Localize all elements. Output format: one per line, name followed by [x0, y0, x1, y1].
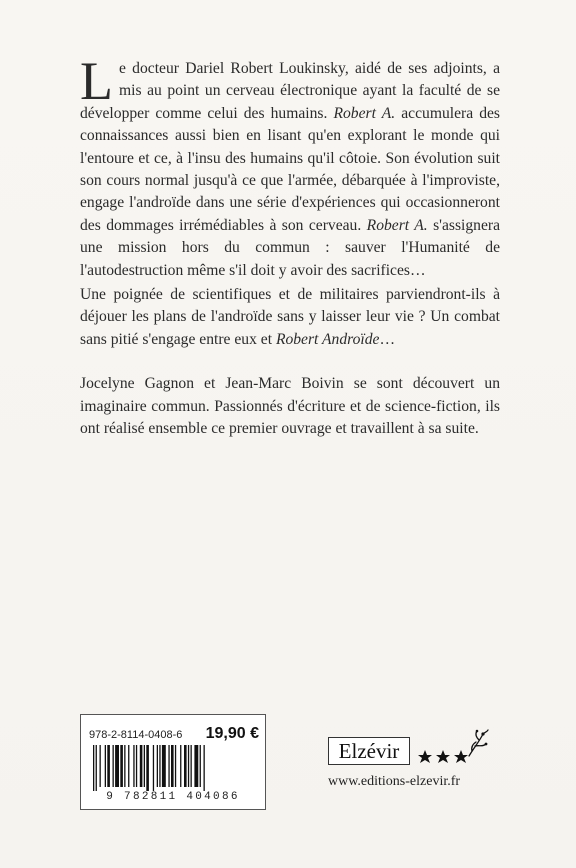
- barcode-icon: [91, 745, 257, 791]
- teaser-paragraph: [80, 284, 500, 351]
- price: 19,90 €: [205, 725, 259, 742]
- barcode-digits: 9 782811 404086: [106, 791, 240, 803]
- isbn-price-line: [89, 725, 259, 743]
- synopsis-text-1: e docteur Dariel Robert Loukinsky, aidé de ses adjoints, a mis au point un cerveau électronique ayant la faculté de se développer comme celui des humains.: [80, 60, 500, 122]
- flower-stars-icon: [413, 728, 489, 768]
- synopsis-text-2: accumulera des connaissances aussi bien en lisant qu'en explorant le monde qui l'entoure et ce, à l'insu des humains qu'il côtoie. Son évolution suit son cours normal jusqu'à ce que l'armée, débarquée à l'improviste, engage l'androïde dans une série d'expériences qui occasionneront des dommages irrémédiables à son cerveau.: [80, 104, 501, 234]
- teaser-text: Une poignée de scientifiques et de militaires parviendront-ils à déjouer les plans de l'androïde sans y laisser leur vie ? Un combat sans pitié s'engage entre eux et: [80, 286, 500, 348]
- authors-paragraph: Jocelyne Gagnon et Jean-Marc Boivin se sont découvert un imaginaire commun. Passionnés d'écriture et de science-fiction, ils ont réalisé ensemble ce premier ouvrage et travaillent à sa suite.: [80, 375, 500, 438]
- isbn-number: 978-2-8114-0408-6: [89, 729, 183, 741]
- teaser-ellipsis: …: [379, 330, 396, 348]
- publisher-website: www.editions-elzevir.fr: [328, 774, 461, 789]
- synopsis-paragraph: [80, 51, 501, 282]
- character-name: Robert A.: [333, 104, 396, 122]
- publisher-logo: [328, 737, 410, 765]
- publisher-name: Elzévir: [338, 738, 400, 763]
- synopsis-text-3: s'assignera une mission hors du commun : sauver l'Humanité de l'autodestruction même s'il doit y avoir des sacrifices…: [80, 216, 501, 279]
- blurb-text: [80, 51, 501, 441]
- drop-cap: L: [80, 51, 113, 111]
- character-name: Robert A.: [366, 216, 428, 234]
- book-title-italic: Robert Androïde: [275, 330, 380, 348]
- barcode-label: [80, 714, 266, 810]
